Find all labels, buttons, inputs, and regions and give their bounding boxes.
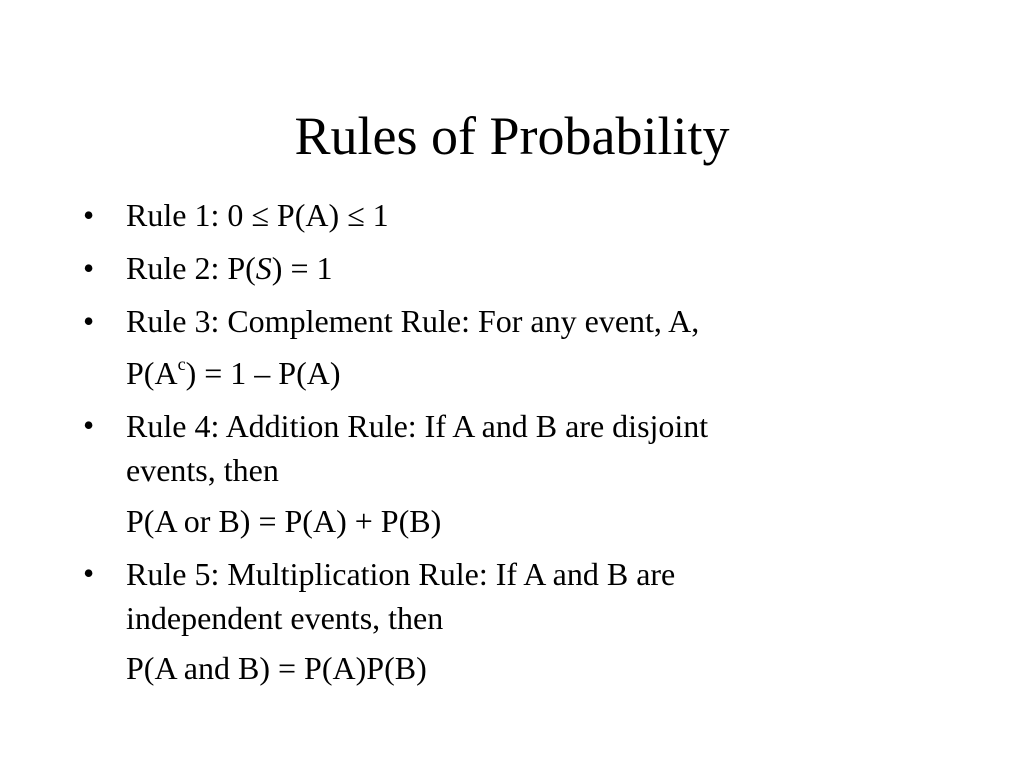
rule-5-line-1: Rule 5: Multiplication Rule: If A and B are xyxy=(126,556,676,592)
rule-5-formula: P(A and B) = P(A)P(B) xyxy=(126,650,427,686)
bullet-dot: • xyxy=(83,197,95,233)
rule-5-line-2: independent events, then xyxy=(126,600,444,636)
bullet-dot: • xyxy=(83,407,95,443)
complement-superscript: c xyxy=(177,354,186,374)
rule-3-formula-a: P(A xyxy=(126,355,178,391)
rule-3-formula-b: ) = 1 – P(A) xyxy=(185,355,341,391)
rule-4-line-2: events, then xyxy=(126,452,279,488)
rule-1-text: Rule 1: 0 ≤ P(A) ≤ 1 xyxy=(126,197,389,233)
rule-2-sample-space: S xyxy=(255,250,272,286)
rule-2-text-a: Rule 2: P( xyxy=(126,250,256,286)
rule-3-text: Rule 3: Complement Rule: For any event, A, xyxy=(126,303,700,339)
rule-2-text xyxy=(126,247,332,289)
rule-2-text-b: ) = 1 xyxy=(271,250,333,286)
bullet-dot: • xyxy=(83,303,95,339)
rule-4-text xyxy=(126,404,708,492)
rule-4-line-1: Rule 4: Addition Rule: If A and B are disjoint xyxy=(126,408,709,444)
rule-5-text xyxy=(126,552,675,640)
rule-3-formula xyxy=(126,352,340,394)
slide-title: Rules of Probability xyxy=(294,106,730,166)
bullet-dot: • xyxy=(83,250,95,286)
rule-4-formula: P(A or B) = P(A) + P(B) xyxy=(126,503,442,539)
bullet-dot: • xyxy=(83,555,95,591)
